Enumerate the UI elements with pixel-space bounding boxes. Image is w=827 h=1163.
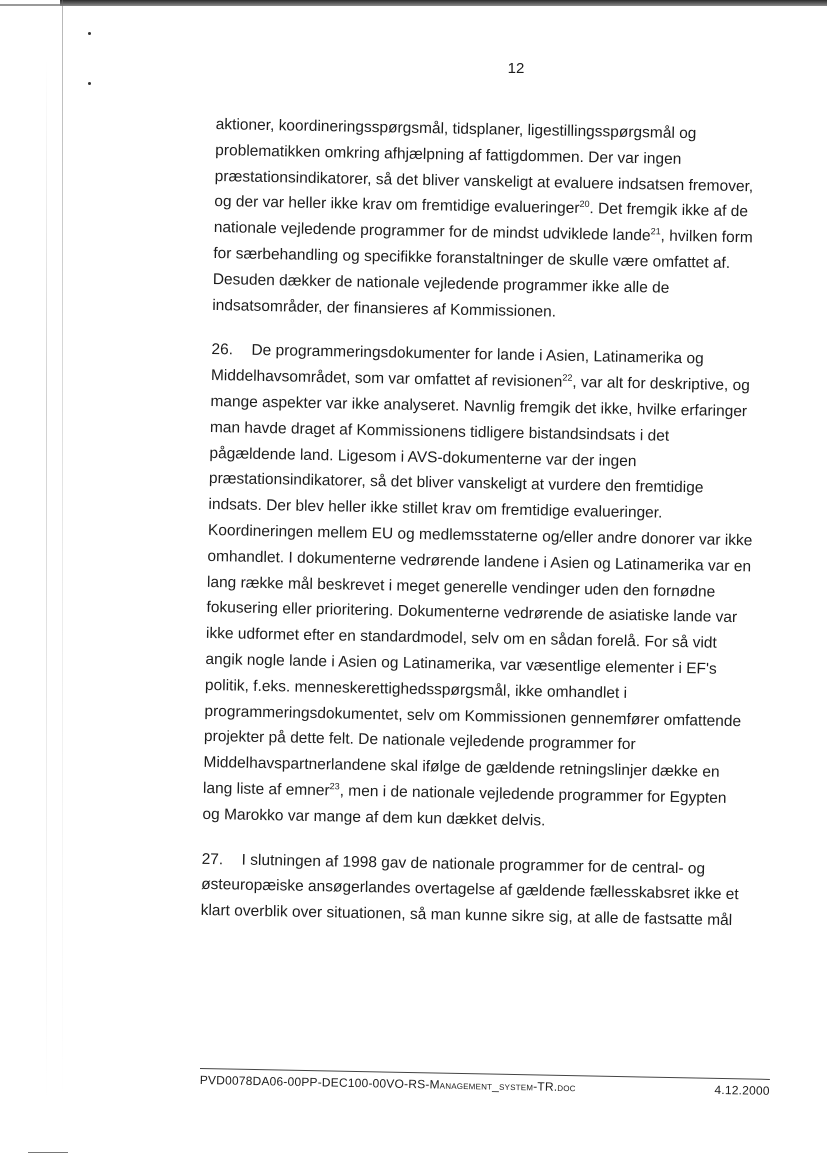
text-line: nationale vejledende programmer for de mindst udviklede lande$^{21}$, hvilken form	[213, 219, 753, 247]
page-number: 12	[507, 60, 525, 77]
text-line: omhandlet. I dokumenterne vedrørende landene i Asien og Latinamerika var en	[207, 547, 752, 576]
footnote-ref[interactable]: 21	[650, 226, 661, 237]
scan-left-edge-secondary	[62, 0, 63, 1100]
text-line: pågældende land. Ligesom i AVS-dokumenterne var der ingen	[209, 444, 637, 470]
paragraph-27	[200, 846, 771, 934]
text-line: indsats. Der blev heller ikke stillet krav om fremtidige evalueringer.	[208, 496, 663, 522]
footer-filename: PVD0078DA06-00PP-DEC100-00VO-RS-Management_system-TR.doc	[199, 1072, 576, 1095]
scan-bottom-mark	[28, 1152, 68, 1153]
text-line: Koordineringen mellem EU og medlemsstaterne og/eller andre donorer var ikke	[207, 521, 753, 550]
text-line: klart overblik over situationen, så man kunne sikre sig, at alle de fastsatte mål	[200, 901, 733, 930]
footnote-ref[interactable]: 22	[562, 372, 573, 383]
text-line: præstationsindikatorer, så det bliver vanskeligt at evaluere indsatsen fremover,	[214, 167, 754, 195]
text-line: man havde draget af Kommissionens tidligere bistandsindsats i det	[209, 418, 670, 445]
punch-dot	[88, 82, 91, 85]
paragraph-continuation	[212, 112, 786, 329]
text-line: problematikken omkring afhjælpning af fattigdommen. Der var ingen	[215, 141, 682, 168]
scan-left-edge	[46, 60, 47, 1100]
text-line: politik, f.eks. menneskerettighedsspørgsmål, ikke omhandlet i	[204, 676, 628, 702]
text-line: projekter på dette felt. De nationale vejledende programmer for	[203, 728, 636, 754]
text-line: Desuden dækker de nationale vejledende programmer ikke alle de	[212, 270, 670, 297]
scan-top-edge	[60, 0, 827, 6]
text-line: Middelhavsområdet, som var omfattet af revisionen$^{22}$, var alt for deskriptive, og	[210, 367, 750, 395]
text-line: østeuropæiske ansøgerlandes overtagelse af gældende fællesskabsret ikke et	[201, 876, 739, 904]
text-line: De programmeringsdokumenter for lande i Asien, Latinamerika og	[251, 342, 704, 368]
text-line: lang række mål beskrevet i meget generelle vendinger uden den fornødne	[206, 573, 716, 601]
punch-dot	[88, 32, 91, 35]
text-line: programmeringsdokumentet, selv om Kommissionen gennemfører omfattende	[204, 702, 742, 730]
paragraph-number: 27.	[201, 850, 224, 868]
text-line: indsatsområder, der finansieres af Kommissionen.	[212, 296, 557, 321]
text-line: angik nogle lande i Asien og Latinamerika, var væsentlige elementer i EF's	[205, 650, 717, 678]
document-body	[200, 112, 786, 954]
text-line: og Marokko var mange af dem kun dækket delvis.	[202, 805, 546, 830]
text-line: for særbehandling og specifikke foranstaltninger de skulle være omfattet af.	[213, 244, 731, 272]
text-line: lang liste af emner$^{23}$, men i de nationale vejledende programmer for Egypten	[202, 779, 727, 807]
text-line: ikke udformet efter en standardmodel, selv om en sådan forelå. For så vidt	[205, 625, 717, 652]
text-line: præstationsindikatorer, så det bliver vanskeligt at vurdere den fremtidige	[208, 470, 704, 497]
footer-date: 4.12.2000	[714, 1082, 770, 1098]
text-line: I slutningen af 1998 gav de nationale programmer for de central- og	[241, 851, 706, 878]
text-line: og der var heller ikke krav om fremtidige evalueringer$^{20}$. Det fremgik ikke af de	[214, 193, 749, 221]
scan-top-edge-thin	[0, 4, 60, 6]
footnote-ref[interactable]: 23	[329, 781, 340, 792]
text-line: fokusering eller prioritering. Dokumenterne vedrørende de asiatiske lande var	[206, 599, 738, 627]
paragraph-number: 26.	[211, 341, 234, 359]
footnote-ref[interactable]: 20	[579, 199, 590, 210]
text-line: aktioner, koordineringsspørgsmål, tidsplaner, ligestillingsspørgsmål og	[215, 115, 697, 143]
text-line: mange aspekter var ikke analyseret. Navnlig fremgik det ikke, hvilke erfaringer	[210, 392, 748, 421]
paragraph-26	[202, 337, 781, 838]
text-line: Middelhavspartnerlandene skal ifølge de gældende retningslinjer dække en	[203, 754, 720, 781]
page-footer	[200, 1068, 770, 1098]
